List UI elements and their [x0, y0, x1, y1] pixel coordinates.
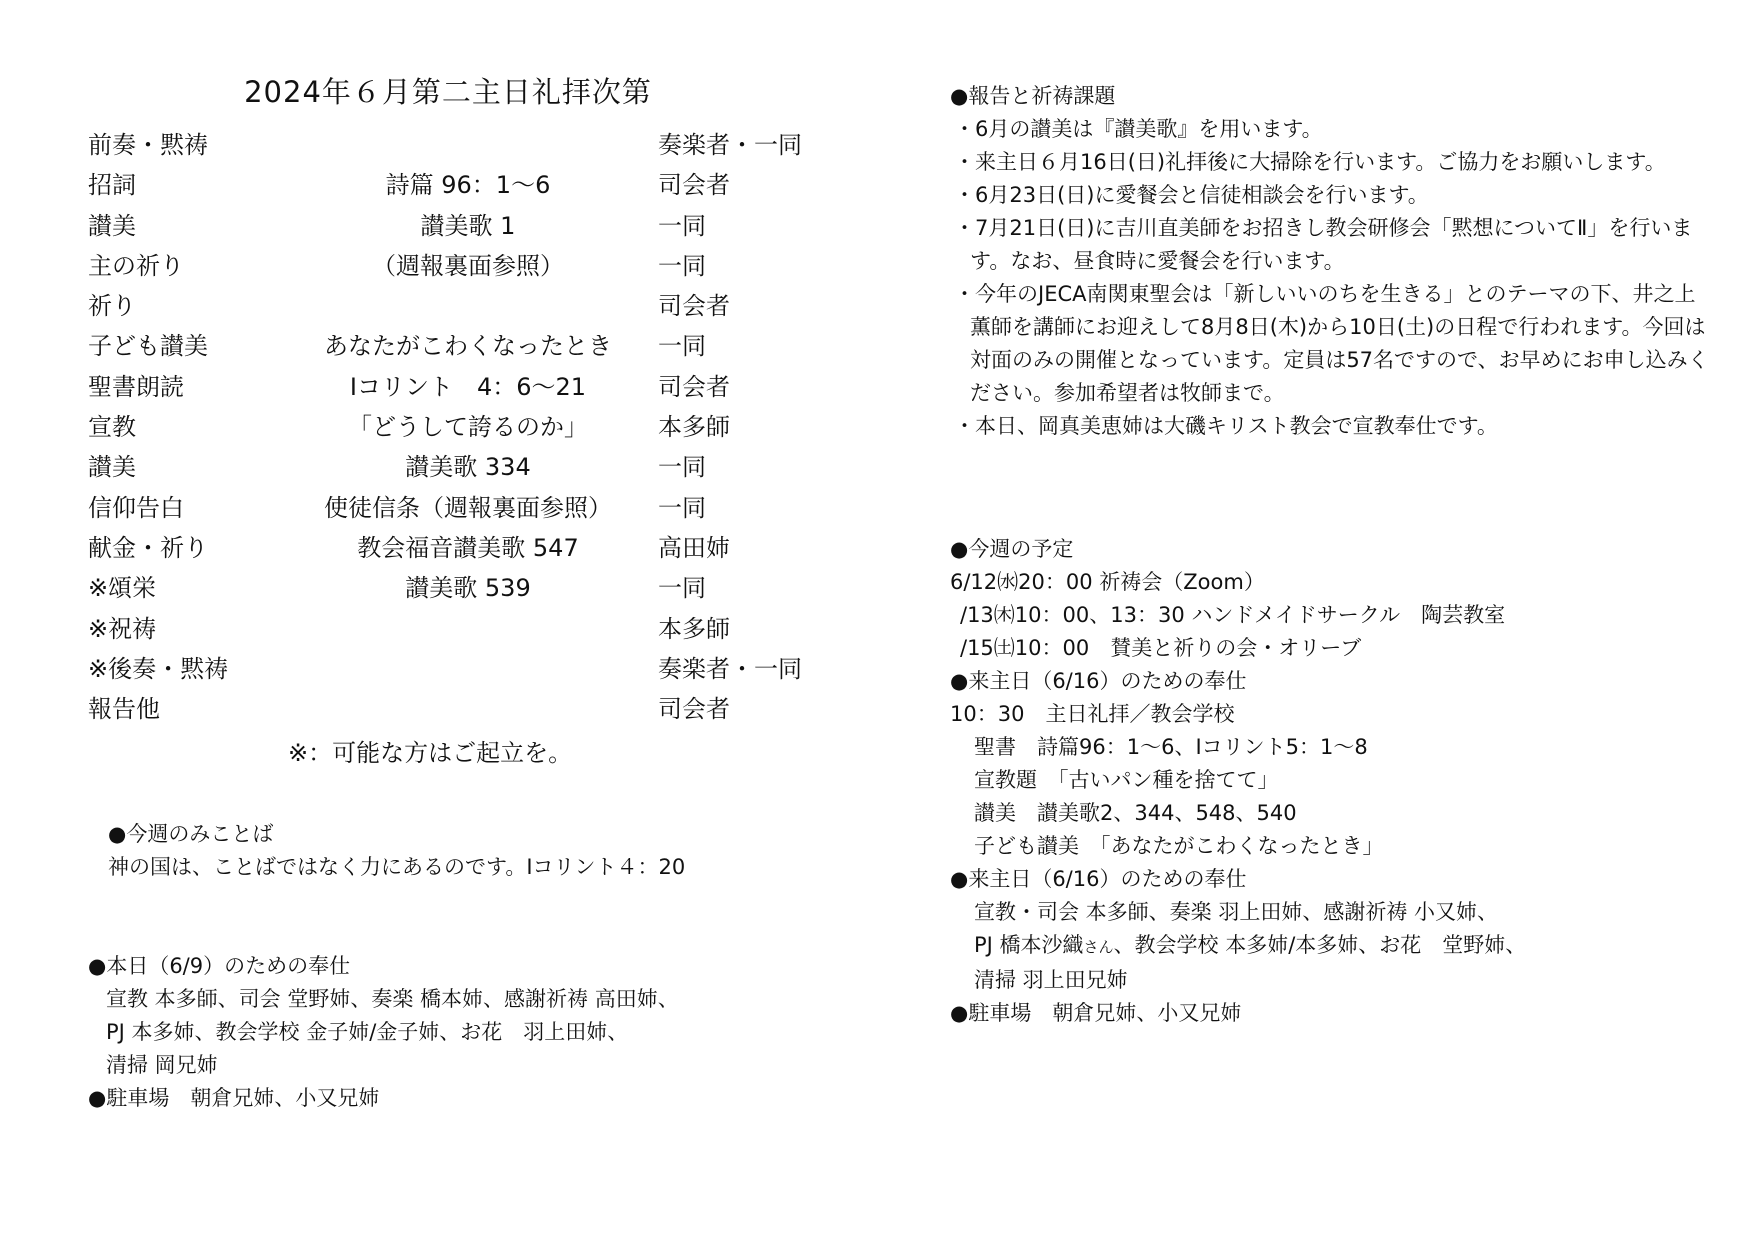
next-service-line: 清掃 羽上田兄姉: [974, 968, 1128, 992]
today-service-heading: ●本日（6/9）のための奉仕: [88, 954, 351, 979]
next-sunday: [950, 665, 1710, 863]
schedule: [950, 533, 1710, 665]
next-service-line2b: 、教会学校 本多姉/本多姉、お花 堂野姉、: [1113, 933, 1527, 957]
schedule-line: /13㈭10：00、13：30 ハンドメイドサークル 陶芸教室: [960, 603, 1506, 627]
order-item: ※祝祷: [88, 614, 157, 643]
next-service-line: 宣教・司会 本多師、奏楽 羽上田姉、感謝祈祷 小又姉、: [974, 900, 1499, 924]
weekly-word-heading: ●今週のみことば: [108, 822, 274, 847]
order-content: Ⅰコリント 4：6～21: [349, 372, 587, 401]
order-content: 讃美歌 1: [420, 211, 516, 240]
order-leader: 司会者: [658, 695, 730, 724]
order-content: 教会福音讃美歌 547: [357, 533, 579, 562]
order-item: 讃美: [88, 211, 136, 240]
order-row: [88, 488, 848, 528]
order-leader: 一同: [658, 574, 706, 603]
today-parking: ●駐車場 朝倉兄姉、小又兄姉: [88, 1086, 380, 1111]
order-leader: 司会者: [658, 171, 730, 200]
order-leader: 高田姉: [658, 533, 730, 562]
order-leader: 本多師: [658, 614, 730, 643]
report-item: ・6月の讃美は『讃美歌』を用います。: [954, 117, 1323, 141]
order-content: あなたがこわくなったとき: [324, 332, 612, 361]
order-row: [88, 326, 848, 366]
standing-note: ※：可能な方はご起立を。: [288, 739, 573, 768]
report-item: ・7月21日(日)に吉川直美師をお招きし教会研修会「黙想についてⅡ」を行います。なお、昼食時に愛餐会を行います。: [954, 216, 1693, 273]
order-row: [88, 447, 848, 487]
order-content: 使徒信条（週報裏面参照）: [324, 493, 612, 522]
order-item: 招詞: [88, 171, 136, 200]
report-item: ・本日、岡真美恵姉は大磯キリスト教会で宣教奉仕です。: [954, 414, 1498, 438]
order-row: [88, 407, 848, 447]
weekly-word: [88, 818, 848, 884]
worship-order: [88, 125, 848, 729]
order-item: 祈り: [88, 292, 136, 321]
order-row: [88, 246, 848, 286]
order-row: [88, 206, 848, 246]
order-item: 子ども讃美: [88, 332, 208, 361]
order-item: 聖書朗読: [88, 372, 184, 401]
order-content: （週報裏面参照）: [372, 251, 564, 280]
order-row: [88, 165, 848, 205]
report-item: ・来主日６月16日(日)礼拝後に大掃除を行います。ご協力をお願いします。: [954, 150, 1666, 174]
schedule-line: 6/12㈬20：00 祈祷会（Zoom）: [950, 570, 1265, 594]
order-leader: 司会者: [658, 372, 730, 401]
order-item: ※後奏・黙祷: [88, 654, 229, 683]
order-leader: 司会者: [658, 292, 730, 321]
order-content: 詩篇 96：1～6: [385, 171, 551, 200]
order-content: 「どうして誇るのか」: [348, 413, 588, 442]
order-row: [88, 649, 848, 689]
order-row: [88, 528, 848, 568]
right-column: [950, 80, 1710, 1030]
order-content: 讃美歌 539: [405, 574, 531, 603]
next-service-line: [950, 929, 1710, 964]
next-sunday-line: 宣教題 「古いパン種を捨てて」: [974, 768, 1279, 792]
order-item: 報告他: [88, 695, 160, 724]
order-leader: 一同: [658, 332, 706, 361]
weekly-word-text: 神の国は、ことばではなく力にあるのです。Ⅰコリント４：20: [108, 855, 686, 880]
next-service-line2a: PJ 橋本沙織: [974, 933, 1084, 957]
schedule-line: /15㈯10：00 賛美と祈りの会・オリーブ: [960, 636, 1362, 660]
page-title: 2024年６月第二主日礼拝次第: [244, 75, 652, 109]
order-item: 献金・祈り: [88, 533, 208, 562]
reports-heading: ●報告と祈祷課題: [950, 84, 1116, 108]
report-item: ・6月23日(日)に愛餐会と信徒相談会を行います。: [954, 183, 1429, 207]
order-leader: 一同: [658, 251, 706, 280]
order-row: [88, 125, 848, 165]
order-row: [88, 609, 848, 649]
order-item: 宣教: [88, 413, 136, 442]
order-row: [88, 367, 848, 407]
next-service-heading: ●来主日（6/16）のための奉仕: [950, 867, 1247, 891]
next-sunday-time: 10：30 主日礼拝／教会学校: [950, 702, 1235, 726]
next-sunday-line: 讃美 讃美歌2、344、548、540: [974, 801, 1297, 825]
order-item: 信仰告白: [88, 493, 184, 522]
order-row: [88, 286, 848, 326]
next-sunday-heading: ●来主日（6/16）のための奉仕: [950, 669, 1247, 693]
order-leader: 一同: [658, 493, 706, 522]
today-service: [88, 950, 848, 1115]
today-service-line: 宣教 本多師、司会 堂野姉、奏楽 橋本姉、感謝祈祷 高田姉、: [106, 987, 679, 1012]
next-sunday-service: [950, 863, 1710, 1030]
order-leader: 奏楽者・一同: [658, 131, 802, 159]
next-sunday-line: 子ども讃美 「あなたがこわくなったとき」: [974, 834, 1384, 858]
next-service-honorific: さん: [1083, 938, 1114, 956]
report-item: ・今年のJECA南関東聖会は「新しいいのちを生きる」とのテーマの下、井之上薫師を講師にお迎えして8月8日(木)から10日(土)の日程で行われます。今回は対面のみの開催となっています。定員は57名ですので、お早めにお申し込みください。参加希望者は牧師まで。: [954, 282, 1709, 405]
reports: [950, 80, 1710, 443]
today-service-line: PJ 本多姉、教会学校 金子姉/金子姉、お花 羽上田姉、: [106, 1020, 629, 1045]
next-sunday-line: 聖書 詩篇96：1～6、Ⅰコリント5：1～8: [974, 735, 1368, 759]
order-leader: 一同: [658, 211, 706, 240]
order-content: 讃美歌 334: [405, 453, 531, 482]
order-leader: 本多師: [658, 413, 730, 442]
order-item: 前奏・黙祷: [88, 131, 208, 159]
order-item: ※頌栄: [88, 574, 157, 603]
order-item: 讃美: [88, 453, 136, 482]
today-service-line: 清掃 岡兄姉: [106, 1053, 218, 1078]
order-row: [88, 689, 848, 729]
schedule-heading: ●今週の予定: [950, 537, 1074, 561]
order-row: [88, 568, 848, 608]
left-column: [88, 70, 848, 1115]
order-leader: 奏楽者・一同: [658, 654, 802, 683]
next-parking: ●駐車場 朝倉兄姉、小又兄姉: [950, 1001, 1242, 1025]
order-item: 主の祈り: [88, 251, 184, 280]
order-leader: 一同: [658, 453, 706, 482]
